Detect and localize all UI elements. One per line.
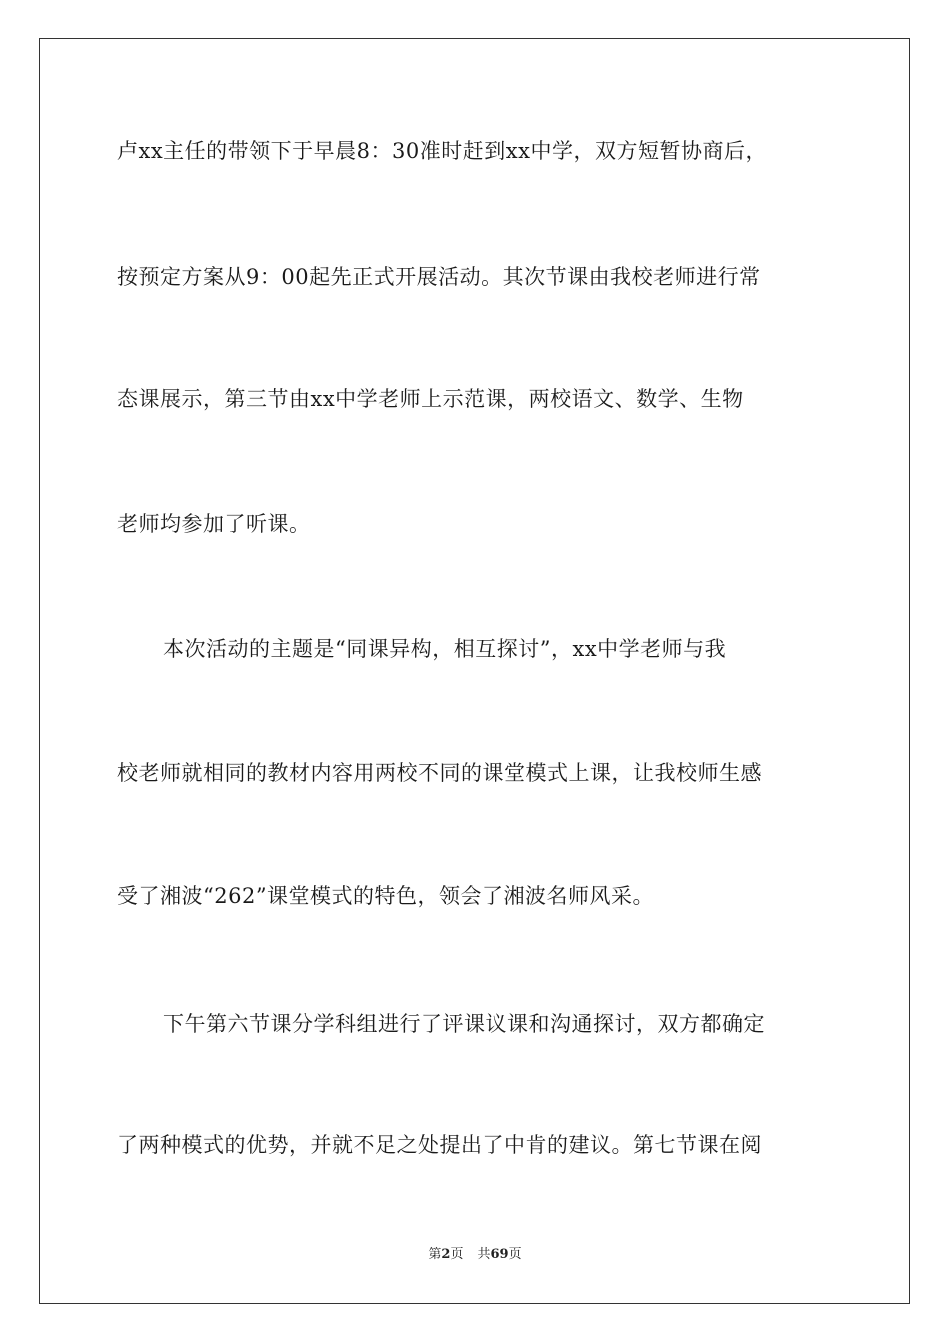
footer-total-pages: 69 bbox=[490, 1247, 509, 1262]
footer-page-suffix: 页 bbox=[450, 1247, 464, 1262]
footer-total-suffix: 页 bbox=[508, 1247, 522, 1262]
footer-page-prefix: 第 bbox=[428, 1247, 442, 1262]
text-line-9: 了两种模式的优势，并就不足之处提出了中肯的建议。第七节课在阅 bbox=[117, 1133, 762, 1157]
text-line-7: 受了湘波“262”课堂模式的特色，领会了湘波名师风采。 bbox=[117, 884, 655, 908]
page-border bbox=[39, 38, 910, 1304]
page-footer bbox=[0, 1246, 950, 1264]
text-line-3: 态课展示，第三节由xx中学老师上示范课，两校语文、数学、生物 bbox=[117, 387, 744, 411]
text-line-1: 卢xx主任的带领下于早晨8：30准时赶到xx中学，双方短暂协商后， bbox=[117, 139, 767, 163]
text-line-4: 老师均参加了听课。 bbox=[117, 512, 311, 536]
text-line-2: 按预定方案从9：00起先正式开展活动。其次节课由我校老师进行常 bbox=[117, 265, 761, 289]
text-line-6: 校老师就相同的教材内容用两校不同的课堂模式上课，让我校师生感 bbox=[117, 761, 762, 785]
footer-page-number: 2 bbox=[441, 1247, 451, 1262]
text-line-5-paragraph-start: 本次活动的主题是“同课异构，相互探讨”，xx中学老师与我 bbox=[163, 637, 727, 661]
footer-total-prefix: 共 bbox=[477, 1247, 491, 1262]
text-line-8-paragraph-start: 下午第六节课分学科组进行了评课议课和沟通探讨，双方都确定 bbox=[163, 1012, 765, 1036]
